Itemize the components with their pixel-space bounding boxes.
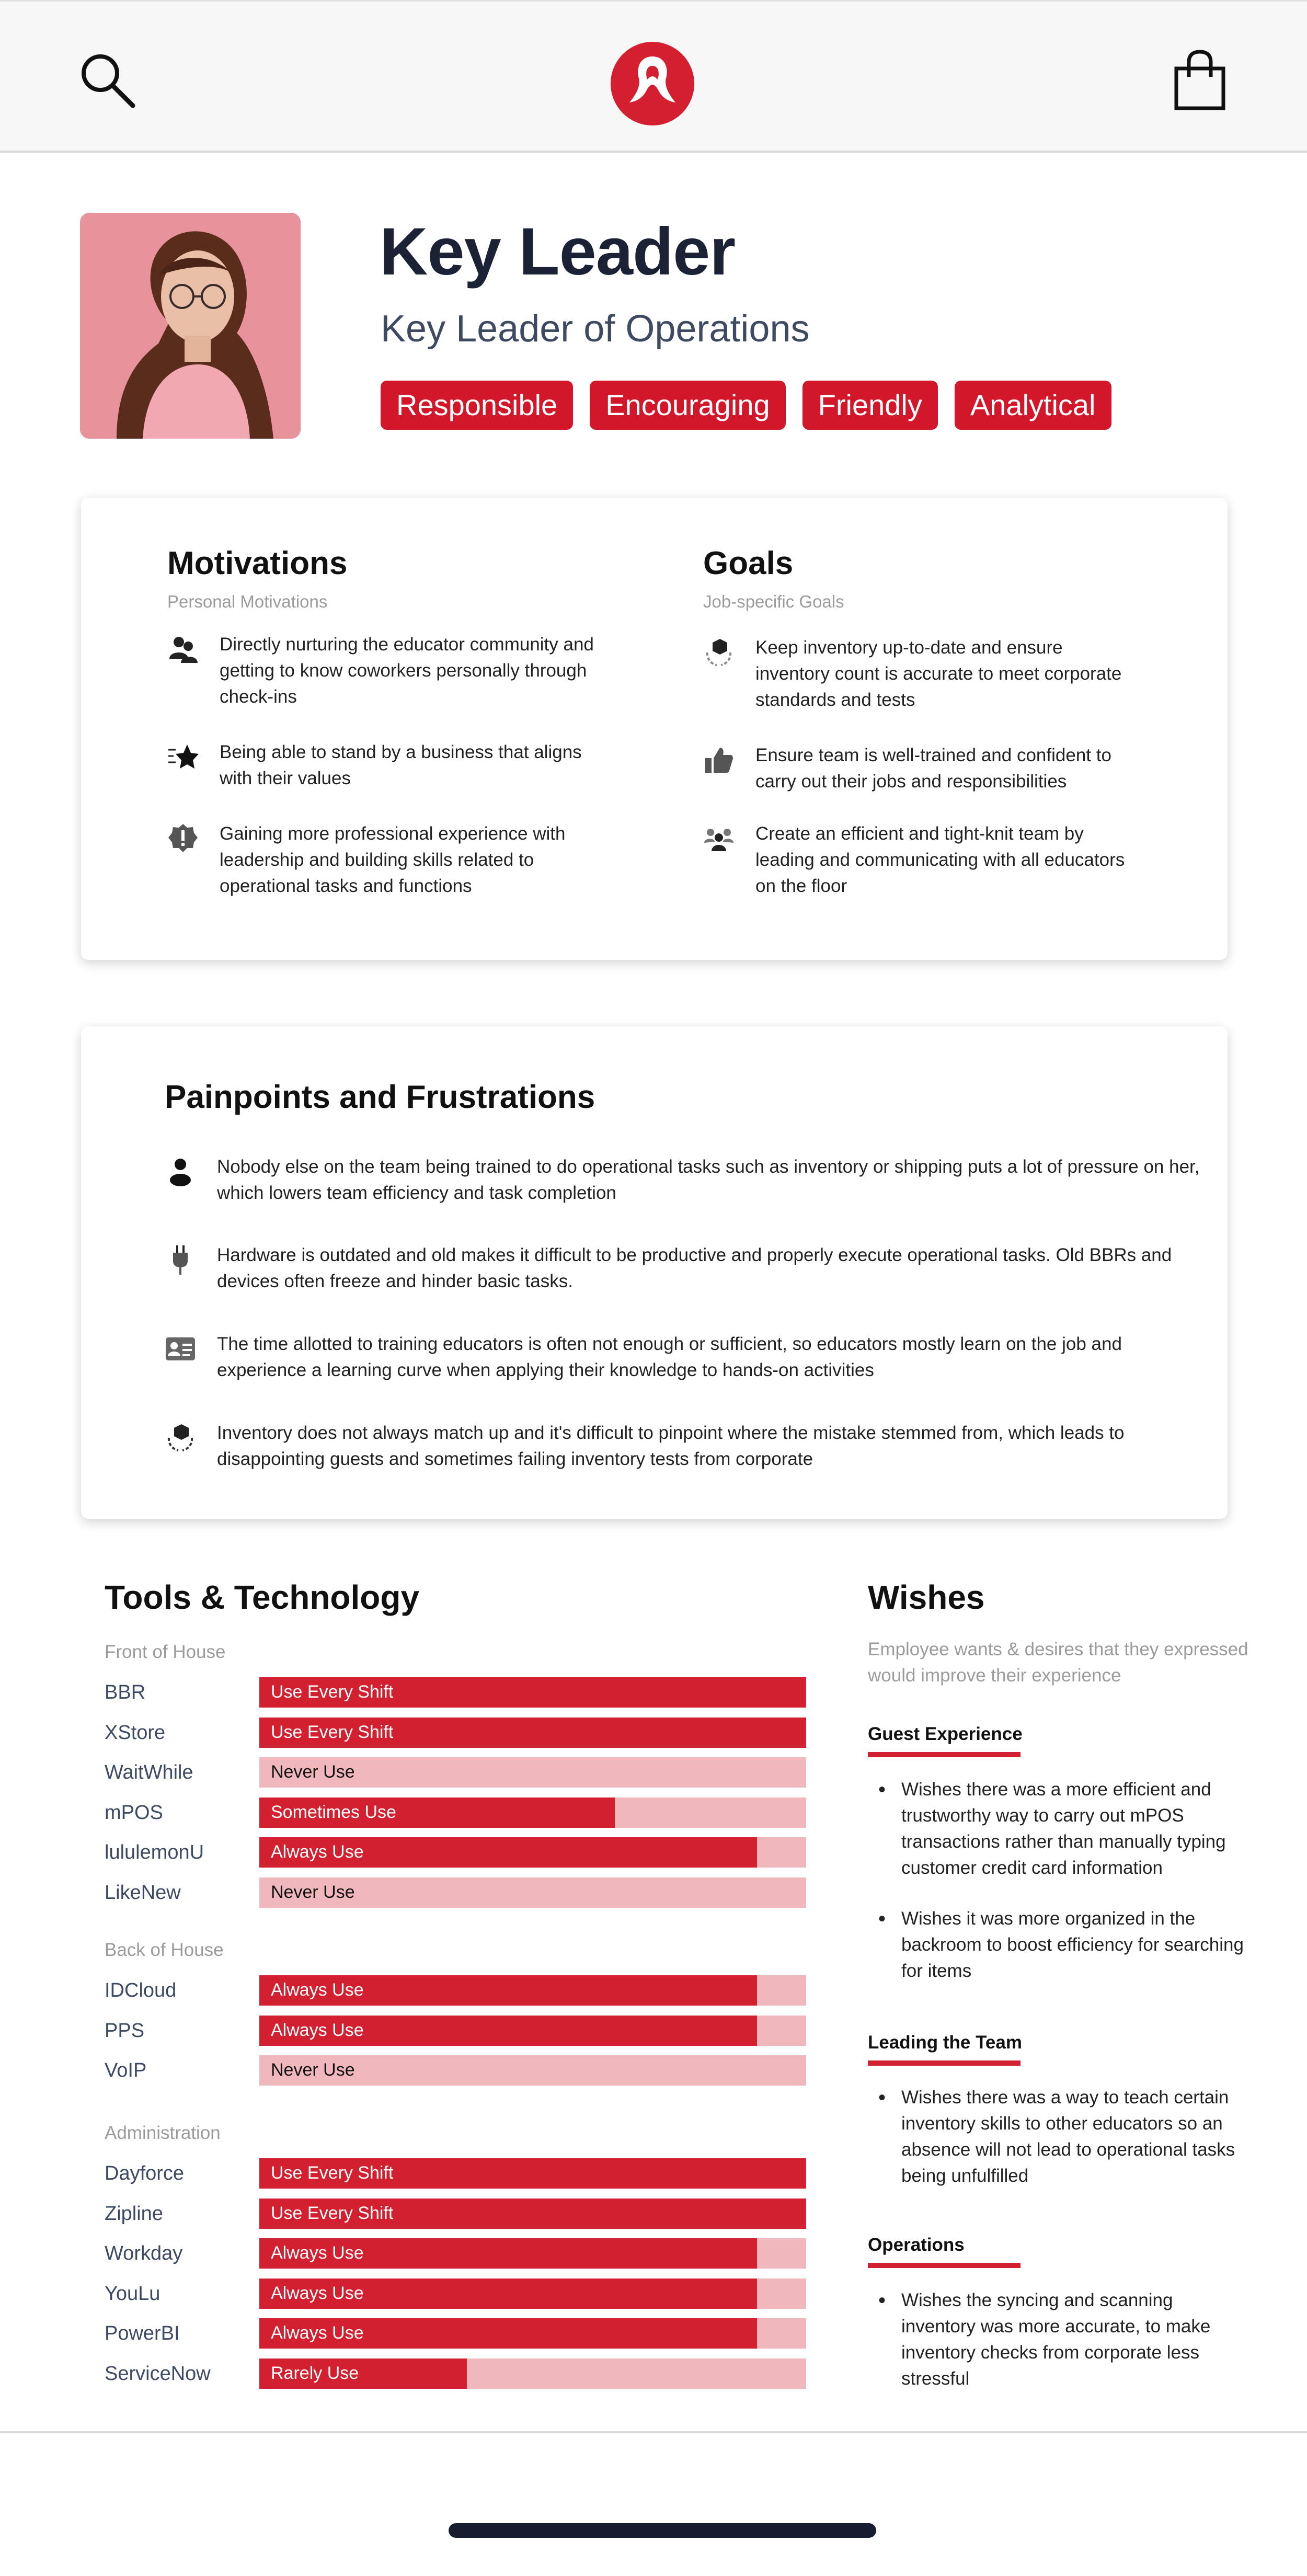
wish-category-leading-the-team: [868, 2032, 1022, 2053]
motivation-text: Being able to stand by a business that aligns with their values: [220, 742, 582, 788]
inventory-cycle-icon: [165, 1422, 196, 1453]
wish-category-label: Leading the Team: [868, 2032, 1022, 2053]
tool-group-label: Administration: [105, 2123, 221, 2143]
usage-bar-track: [259, 1975, 806, 2006]
motivation-text: Gaining more professional experience with leadership and building skills related to operational tasks and functions: [220, 823, 566, 896]
tool-name: WaitWhile: [105, 1761, 193, 1783]
goals-subtitle: Job-specific Goals: [703, 592, 844, 611]
usage-bar-track: [259, 1798, 806, 1828]
painpoints-card: [81, 1026, 1228, 1519]
tool-name: XStore: [105, 1721, 166, 1744]
usage-bar-track: [259, 2055, 806, 2086]
goal-item: [703, 821, 1132, 899]
painpoint-item: [165, 1420, 1200, 1472]
usage-bar-track: [259, 1877, 806, 1908]
tools-title: Tools & Technology: [105, 1578, 420, 1616]
tool-row: [105, 2055, 806, 2086]
wish-item: • Wishes there was a way to teach certain inventory skills to other educators so an absence will not lead to operational tasks being unfulfilled: [878, 2085, 1244, 2189]
home-indicator[interactable]: [449, 2523, 876, 2538]
usage-bar-track: [259, 1677, 806, 1708]
motivations-goals-card: [81, 498, 1228, 960]
tool-name: Zipline: [105, 2202, 163, 2225]
usage-label: Rarely Use: [271, 2363, 359, 2383]
search-icon[interactable]: [78, 51, 136, 109]
trait-tags: [381, 381, 1111, 430]
goal-text: Ensure team is well-trained and confident to carry out their jobs and responsibilities: [755, 745, 1111, 792]
inventory-cycle-icon: [703, 637, 735, 668]
tool-row: [105, 1837, 806, 1868]
usage-bar-track: [259, 1718, 806, 1748]
tool-name: IDCloud: [105, 1979, 177, 2001]
persona-role: Key Leader of Operations: [381, 308, 810, 350]
tool-row: [105, 1757, 806, 1788]
usage-label: Use Every Shift: [271, 1722, 394, 1742]
tool-group-label: Back of House: [105, 1940, 224, 1960]
category-underline: [868, 2060, 1021, 2066]
wishes-subtitle: Employee wants & desires that they expressed would improve their experience: [868, 1639, 1248, 1686]
tool-name: Workday: [105, 2242, 183, 2264]
painpoint-text: The time allotted to training educators is often not enough or sufficient, so educators mostly learn on the job and experience a learning curve when applying their knowledge to hands-on activities: [217, 1334, 1122, 1380]
persona-name: Key Leader: [380, 214, 736, 289]
tool-row: [105, 1718, 806, 1748]
painpoint-text: Hardware is outdated and old makes it difficult to be productive and properly execute operational tasks. Old BBRs and devices often freeze and hinder basic tasks.: [217, 1245, 1172, 1291]
tool-row: [105, 2158, 806, 2189]
plug-icon: [165, 1244, 196, 1276]
wishes-title: Wishes: [868, 1578, 985, 1616]
usage-label: Always Use: [271, 2243, 364, 2263]
trait-tag: Responsible: [381, 381, 573, 430]
wish-category-label: Operations: [868, 2235, 965, 2255]
usage-bar-track: [259, 1757, 806, 1788]
category-underline: [868, 1752, 1021, 1757]
top-nav-bar: [0, 0, 1307, 153]
id-card-icon: [165, 1333, 196, 1365]
usage-bar-track: [259, 2359, 806, 2389]
usage-bar-track: [259, 2016, 806, 2046]
tool-name: mPOS: [105, 1801, 163, 1824]
badge-alert-icon: [167, 823, 199, 854]
usage-label: Always Use: [271, 2020, 364, 2040]
painpoint-text: Inventory does not always match up and it's difficult to pinpoint where the mistake stemmed from, which leads to disappointing guests and sometimes failing inventory tests from corporate: [217, 1423, 1125, 1469]
usage-label: Sometimes Use: [271, 1802, 396, 1822]
painpoint-item: [165, 1154, 1200, 1206]
usage-label: Use Every Shift: [271, 1682, 394, 1702]
tool-row: [105, 1798, 806, 1828]
usage-label: Use Every Shift: [271, 2163, 394, 2183]
person-icon: [165, 1156, 196, 1187]
usage-label: Always Use: [271, 2283, 364, 2303]
tool-name: LikeNew: [105, 1881, 181, 1904]
trait-tag: Encouraging: [590, 381, 785, 430]
usage-bar-track: [259, 2158, 806, 2189]
wish-category-label: Guest Experience: [868, 1724, 1023, 1744]
thumbs-up-icon: [703, 745, 735, 776]
tool-name: BBR: [105, 1681, 146, 1703]
tool-row: [105, 2318, 806, 2349]
people-icon: [167, 634, 199, 665]
trait-tag: Friendly: [802, 381, 938, 430]
usage-label: Never Use: [271, 2060, 355, 2080]
goals-title: Goals: [703, 545, 794, 581]
tool-name: PowerBI: [105, 2322, 180, 2344]
motivation-item: [167, 821, 596, 899]
team-icon: [703, 823, 735, 854]
avatar: [80, 213, 301, 439]
motivation-item: [167, 632, 596, 710]
lululemon-logo[interactable]: [610, 41, 695, 127]
painpoint-text: Nobody else on the team being trained to do operational tasks such as inventory or shipping puts a lot of pressure on her, which lowers team efficiency and task completion: [217, 1157, 1200, 1203]
motivations-subtitle: Personal Motivations: [167, 592, 328, 611]
star-list-icon: [167, 741, 199, 773]
painpoint-item: [165, 1242, 1200, 1295]
wish-item: • Wishes it was more organized in the backroom to boost efficiency for searching for items: [878, 1906, 1244, 1984]
tool-row: [105, 2238, 806, 2269]
tool-row: [105, 1975, 806, 2006]
tool-name: lululemonU: [105, 1841, 204, 1863]
tool-name: YouLu: [105, 2282, 160, 2305]
wish-item: • Wishes the syncing and scanning inventory was more accurate, to make inventory checks from corporate less stressful: [878, 2287, 1244, 2392]
tool-row: [105, 2359, 806, 2389]
usage-label: Never Use: [271, 1762, 355, 1782]
wish-category-guest-experience: [868, 1724, 1023, 1745]
shopping-bag-icon[interactable]: [1171, 49, 1229, 111]
painpoint-item: [165, 1331, 1200, 1383]
usage-bar-track: [259, 2279, 806, 2309]
tool-name: Dayforce: [105, 2162, 185, 2184]
footer-divider: [0, 2431, 1307, 2433]
tool-group-label: Front of House: [105, 1642, 226, 1662]
usage-bar-track: [259, 2318, 806, 2349]
goal-item: [703, 635, 1132, 713]
tool-name: PPS: [105, 2019, 145, 2042]
wish-item: • Wishes there was a more efficient and trustworthy way to carry out mPOS transactions rather than manually typing customer credit card information: [878, 1777, 1244, 1881]
tool-name: VoIP: [105, 2059, 147, 2081]
wish-category-operations: [868, 2235, 965, 2256]
usage-bar-track: [259, 2199, 806, 2229]
usage-bar-track: [259, 1837, 806, 1868]
usage-label: Always Use: [271, 1980, 364, 2000]
usage-bar-track: [259, 2238, 806, 2269]
painpoints-title: Painpoints and Frustrations: [165, 1079, 595, 1115]
trait-tag: Analytical: [955, 381, 1111, 430]
goal-text: Create an efficient and tight-knit team by leading and communicating with all educators on the floor: [755, 823, 1125, 896]
usage-label: Never Use: [271, 1882, 355, 1902]
category-underline: [868, 2263, 1021, 2268]
usage-label: Always Use: [271, 1842, 364, 1862]
motivations-title: Motivations: [167, 545, 348, 581]
tool-row: [105, 2016, 806, 2046]
tool-row: [105, 2279, 806, 2309]
motivation-item: [167, 739, 596, 792]
usage-label: Always Use: [271, 2323, 364, 2343]
tool-row: [105, 1877, 806, 1908]
tool-row: [105, 1677, 806, 1708]
motivation-text: Directly nurturing the educator community and getting to know coworkers personally through check-ins: [220, 634, 594, 707]
tool-row: [105, 2199, 806, 2229]
goal-item: [703, 742, 1132, 795]
tool-name: ServiceNow: [105, 2362, 211, 2385]
goal-text: Keep inventory up-to-date and ensure inventory count is accurate to meet corporate standards and tests: [755, 637, 1122, 710]
usage-label: Use Every Shift: [271, 2203, 394, 2223]
